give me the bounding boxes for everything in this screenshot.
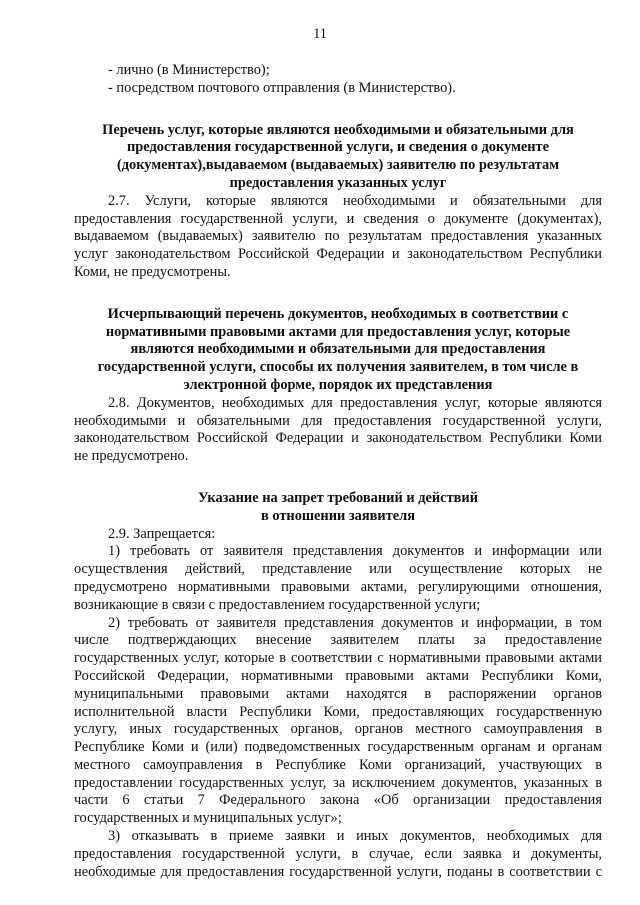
- heading-line: в отношении заявителя: [260, 507, 416, 524]
- text-line: законодательством Российской Федерации и законодательством Республики Коми: [74, 430, 602, 447]
- text-line: возникающие в связи с предоставлением государственной услуги;: [74, 596, 481, 613]
- section-heading-2-9: [74, 490, 602, 526]
- text-line: необходимые для предоставления государственной услуги, поданы в соответствии с: [74, 863, 602, 880]
- prohibition-item-2: [74, 615, 602, 829]
- heading-line: государственной услуги, способы их получения заявителем, в том числе в: [97, 359, 579, 376]
- text-line: осуществления действий, представление или осуществление которых не: [74, 561, 602, 578]
- text-line: 3) отказывать в приеме заявки и иных документов, необходимых для: [108, 828, 602, 845]
- text-line: необходимыми и обязательными для предоставления государственной услуги,: [74, 412, 602, 429]
- text-line: 1) требовать от заявителя представления документов и информации или: [108, 543, 602, 560]
- text-line: государственных и муниципальных услуг»;: [74, 810, 342, 827]
- paragraph-2-8: [74, 395, 602, 466]
- heading-line: Исчерпывающий перечень документов, необходимых в соответствии с: [107, 305, 569, 322]
- text-line: исполнительной власти Республики Коми, предоставляющих государственную: [74, 703, 602, 720]
- heading-line: являются необходимыми и обязательными для предоставления: [130, 341, 546, 358]
- heading-line: электронной форме, порядок их представления: [183, 376, 493, 393]
- heading-line: Указание на запрет требований и действий: [198, 489, 478, 506]
- text-line: Коми, не предусмотрены.: [74, 263, 231, 280]
- text-line: Российской Федерации, нормативными правовыми актами Республики Коми,: [74, 667, 602, 684]
- list-item: - лично (в Министерство);: [108, 62, 270, 78]
- text-line: выдаваемом (выдаваемых) заявителю по результатам предоставления указанных: [74, 228, 602, 245]
- text-line: предоставления государственной услуги, в случае, если заявка и документы,: [74, 845, 602, 862]
- section-heading-2-7: [74, 122, 602, 193]
- heading-line: предоставления государственной услуги, и сведения о документе: [126, 139, 550, 156]
- text-line: предоставления государственной услуги, и сведения о документе (документах),: [74, 210, 602, 227]
- text-line: 2.7. Услуги, которые являются необходимыми и обязательными для: [108, 192, 602, 209]
- submission-methods-list: [74, 62, 602, 98]
- text-line: услуг законодательством Российской Федерации и законодательством Республики: [74, 246, 602, 263]
- paragraph-2-9-intro: 2.9. Запрещается:: [108, 525, 216, 542]
- text-line: предоставлении государственных услуг, за исключением документов, указанных в: [74, 774, 602, 791]
- document-body: [74, 62, 602, 881]
- prohibition-item-1: [74, 543, 602, 614]
- paragraph-2-7: [74, 193, 602, 282]
- text-line: 2) требовать от заявителя представления документов и информации, в том: [108, 614, 602, 631]
- text-line: услугу, иных государственных органов, органов местного самоуправления в: [74, 721, 602, 738]
- text-line: местного самоуправления в Республике Коми организаций, участвующих в: [74, 756, 602, 773]
- text-line: Республике Коми и (или) подведомственных государственным органам и органам: [74, 739, 602, 756]
- heading-line: (документах),выдаваемом (выдаваемых) заявителю по результатам: [116, 157, 560, 174]
- text-line: предусмотрено нормативными правовыми актами, регулирующими отношения,: [74, 578, 602, 595]
- text-line: не предусмотрено.: [74, 448, 189, 465]
- heading-line: нормативными правовыми актами для предоставления услуг, которые: [105, 323, 571, 340]
- text-line: числе подтверждающих внесение заявителем платы за предоставление: [74, 632, 602, 649]
- text-line: муниципальными правовыми актами находятся в распоряжении органов: [74, 685, 602, 702]
- list-item: - посредством почтового отправления (в Министерство).: [108, 79, 456, 96]
- page-number: 11: [313, 26, 327, 42]
- heading-line: Перечень услуг, которые являются необходимыми и обязательными для: [102, 121, 574, 138]
- heading-line: предоставления указанных услуг: [229, 174, 447, 191]
- text-line: 2.8. Документов, необходимых для предоставления услуг, которые являются: [108, 394, 602, 411]
- section-heading-2-8: [74, 306, 602, 395]
- text-line: части 6 статьи 7 Федерального закона «Об организации предоставления: [74, 792, 602, 809]
- text-line: государственных услуг, которые в соответствии с нормативными правовыми актами: [74, 650, 602, 667]
- prohibition-item-3: [74, 828, 602, 881]
